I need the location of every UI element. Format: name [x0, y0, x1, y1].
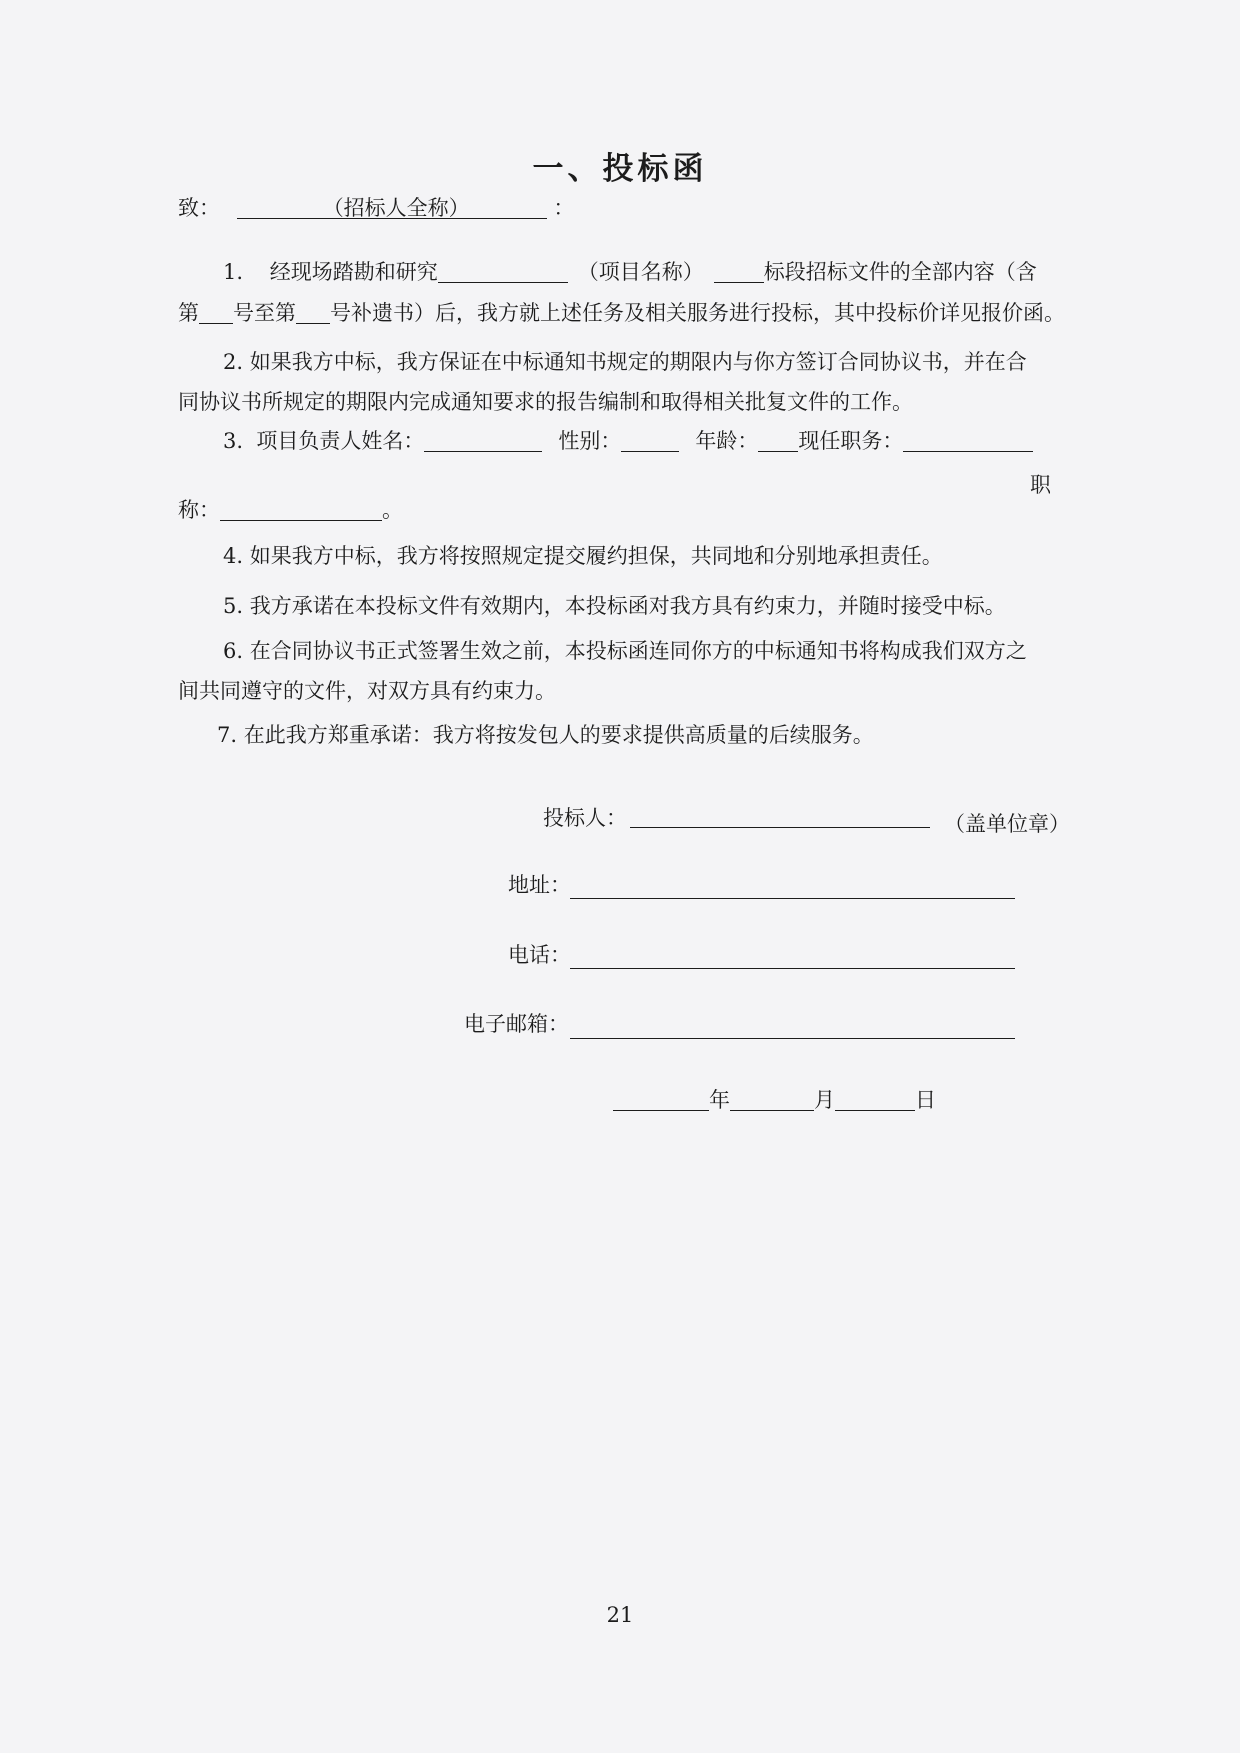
day-field[interactable] — [835, 1090, 915, 1111]
month-label: 月 — [814, 1088, 835, 1112]
item-1-text-c: 标段招标文件的全部内容（含 — [763, 260, 1037, 284]
day-label: 日 — [915, 1088, 936, 1112]
addressee-label: 致： — [178, 196, 220, 220]
item-1-text-a: 经现场踏勘和研究 — [269, 260, 438, 284]
item-2-line2: 同协议书所规定的期限内完成通知要求的报告编制和取得相关批复文件的工作。 — [178, 390, 913, 414]
phone-field[interactable] — [570, 968, 1015, 969]
addendum-to-field[interactable] — [296, 303, 330, 324]
item-2-line1: 2. 如果我方中标，我方保证在中标通知书规定的期限内与你方签订合同协议书，并在合 — [223, 350, 1027, 374]
item-3-line1 — [223, 431, 1033, 452]
item-3-period: 。 — [382, 498, 403, 522]
title-label-b: 称： — [178, 498, 220, 522]
addressee-placeholder: （招标人全称） — [322, 196, 470, 220]
item-7: 7. 在此我方郑重承诺：我方将按发包人的要求提供高质量的后续服务。 — [217, 723, 874, 747]
item-6-line2: 间共同遵守的文件，对双方具有约束力。 — [178, 679, 556, 703]
item-1-line1 — [223, 262, 1037, 283]
item-3-line2 — [178, 500, 403, 521]
addendum-from-field[interactable] — [199, 303, 233, 324]
year-label: 年 — [709, 1088, 730, 1112]
item-1-text-b: （项目名称） — [577, 260, 704, 284]
item-3-number: 3. — [223, 429, 244, 453]
item-4: 4. 如果我方中标，我方将按照规定提交履约担保，共同地和分别地承担责任。 — [223, 544, 943, 568]
bidder-field[interactable] — [630, 827, 930, 828]
title-label-a: 职 — [1030, 473, 1051, 497]
email-field[interactable] — [570, 1038, 1015, 1039]
position-field[interactable] — [903, 431, 1033, 452]
email-label: 电子邮箱： — [464, 1012, 569, 1036]
age-label: 年龄： — [695, 429, 759, 453]
project-name-field[interactable] — [438, 262, 568, 283]
addressee-line — [178, 198, 574, 219]
bidder-label: 投标人： — [543, 806, 627, 830]
lot-field[interactable] — [714, 262, 764, 283]
item-6-line1: 6. 在合同协议书正式签署生效之前，本投标函连同你方的中标通知书将构成我们双方之 — [223, 639, 1027, 663]
month-field[interactable] — [730, 1090, 814, 1111]
phone-label: 电话： — [508, 943, 571, 967]
item-1-number: 1. — [223, 260, 244, 284]
item-1-text-e: 号至第 — [233, 301, 296, 325]
professional-title-field[interactable] — [220, 500, 382, 521]
address-label: 地址： — [508, 873, 571, 897]
page-title: 一、投标函 — [532, 151, 708, 187]
item-1-line2 — [178, 303, 1065, 324]
addressee-colon: ： — [553, 196, 575, 220]
date-line — [613, 1090, 936, 1111]
address-field[interactable] — [570, 898, 1015, 899]
gender-field[interactable] — [621, 431, 679, 452]
age-field[interactable] — [758, 431, 798, 452]
seal-note: （盖单位章） — [944, 812, 1070, 836]
year-field[interactable] — [613, 1090, 709, 1111]
page-number: 21 — [606, 1603, 634, 1627]
item-5: 5. 我方承诺在本投标文件有效期内，本投标函对我方具有约束力，并随时接受中标。 — [223, 594, 1006, 618]
item-1-text-f: 号补遗书）后，我方就上述任务及相关服务进行投标，其中投标价详见报价函。 — [330, 301, 1065, 325]
addressee-field[interactable] — [237, 198, 547, 219]
item-1-text-d: 第 — [178, 301, 199, 325]
position-label: 现任职务： — [798, 429, 904, 453]
manager-name-label: 项目负责人姓名： — [256, 429, 425, 453]
gender-label: 性别： — [558, 429, 622, 453]
manager-name-field[interactable] — [424, 431, 542, 452]
